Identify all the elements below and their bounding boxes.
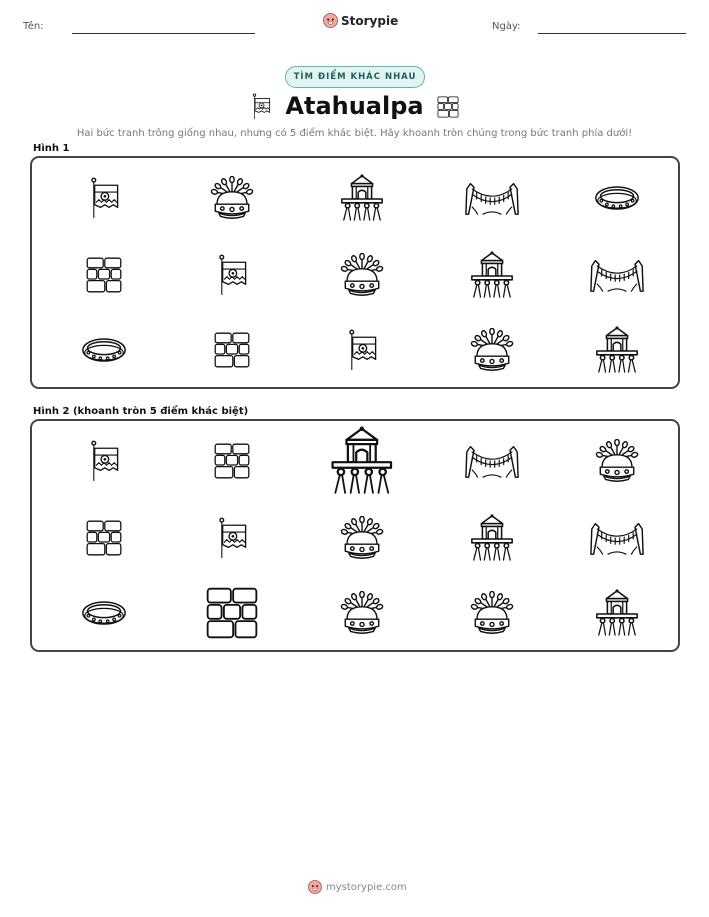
stone-wall-icon[interactable] bbox=[212, 330, 252, 370]
litter-icon[interactable] bbox=[593, 589, 641, 637]
bridge-icon[interactable] bbox=[590, 257, 644, 293]
storypie-logo-icon bbox=[308, 880, 322, 894]
flag-icon[interactable] bbox=[215, 253, 249, 297]
litter-icon[interactable] bbox=[338, 174, 386, 222]
litter-icon[interactable] bbox=[327, 426, 397, 496]
bracelet-icon[interactable] bbox=[81, 336, 127, 364]
bracelet-icon[interactable] bbox=[594, 184, 640, 212]
flag-icon[interactable] bbox=[215, 516, 249, 560]
stone-wall-icon[interactable] bbox=[212, 441, 252, 481]
picture-2-frame bbox=[30, 419, 680, 652]
stone-wall-icon[interactable] bbox=[84, 255, 124, 295]
crown-icon[interactable] bbox=[470, 328, 514, 372]
bracelet-icon[interactable] bbox=[81, 599, 127, 627]
bridge-icon[interactable] bbox=[590, 520, 644, 556]
flag-icon[interactable] bbox=[345, 328, 379, 372]
litter-icon[interactable] bbox=[468, 251, 516, 299]
footer bbox=[308, 880, 407, 894]
crown-icon[interactable] bbox=[470, 591, 514, 635]
picture-1-label: Hình 1 bbox=[33, 143, 70, 154]
litter-icon[interactable] bbox=[468, 514, 516, 562]
name-label: Tên: bbox=[23, 21, 44, 32]
bridge-icon[interactable] bbox=[465, 443, 519, 479]
flag-icon[interactable] bbox=[87, 439, 121, 483]
brand-logo bbox=[323, 13, 398, 28]
worksheet-tag: TÌM ĐIỂM KHÁC NHAU bbox=[285, 66, 425, 88]
crown-icon[interactable] bbox=[340, 253, 384, 297]
crown-icon[interactable] bbox=[340, 516, 384, 560]
crown-icon[interactable] bbox=[595, 439, 639, 483]
stone-wall-icon[interactable] bbox=[203, 584, 261, 642]
picture-1-frame bbox=[30, 156, 680, 389]
name-field-line[interactable] bbox=[72, 33, 255, 34]
litter-icon[interactable] bbox=[593, 326, 641, 374]
flag-icon[interactable] bbox=[87, 176, 121, 220]
page-title: Atahualpa bbox=[285, 92, 424, 120]
bridge-icon[interactable] bbox=[465, 180, 519, 216]
instructions: Hai bức tranh trông giống nhau, nhưng có 5 điểm khác biệt. Hãy khoanh tròn chúng trong bức tranh phía dưới! bbox=[76, 128, 633, 139]
date-field-line[interactable] bbox=[538, 33, 686, 34]
crown-icon[interactable] bbox=[210, 176, 254, 220]
footer-site[interactable]: mystorypie.com bbox=[326, 881, 407, 893]
stone-wall-icon bbox=[436, 95, 460, 119]
brand-name: Storypie bbox=[341, 13, 399, 28]
crown-icon[interactable] bbox=[340, 591, 384, 635]
date-label: Ngày: bbox=[492, 21, 521, 32]
picture-2-label: Hình 2 (khoanh tròn 5 điểm khác biệt) bbox=[33, 406, 249, 417]
storypie-logo-icon bbox=[323, 13, 338, 28]
stone-wall-icon[interactable] bbox=[84, 518, 124, 558]
